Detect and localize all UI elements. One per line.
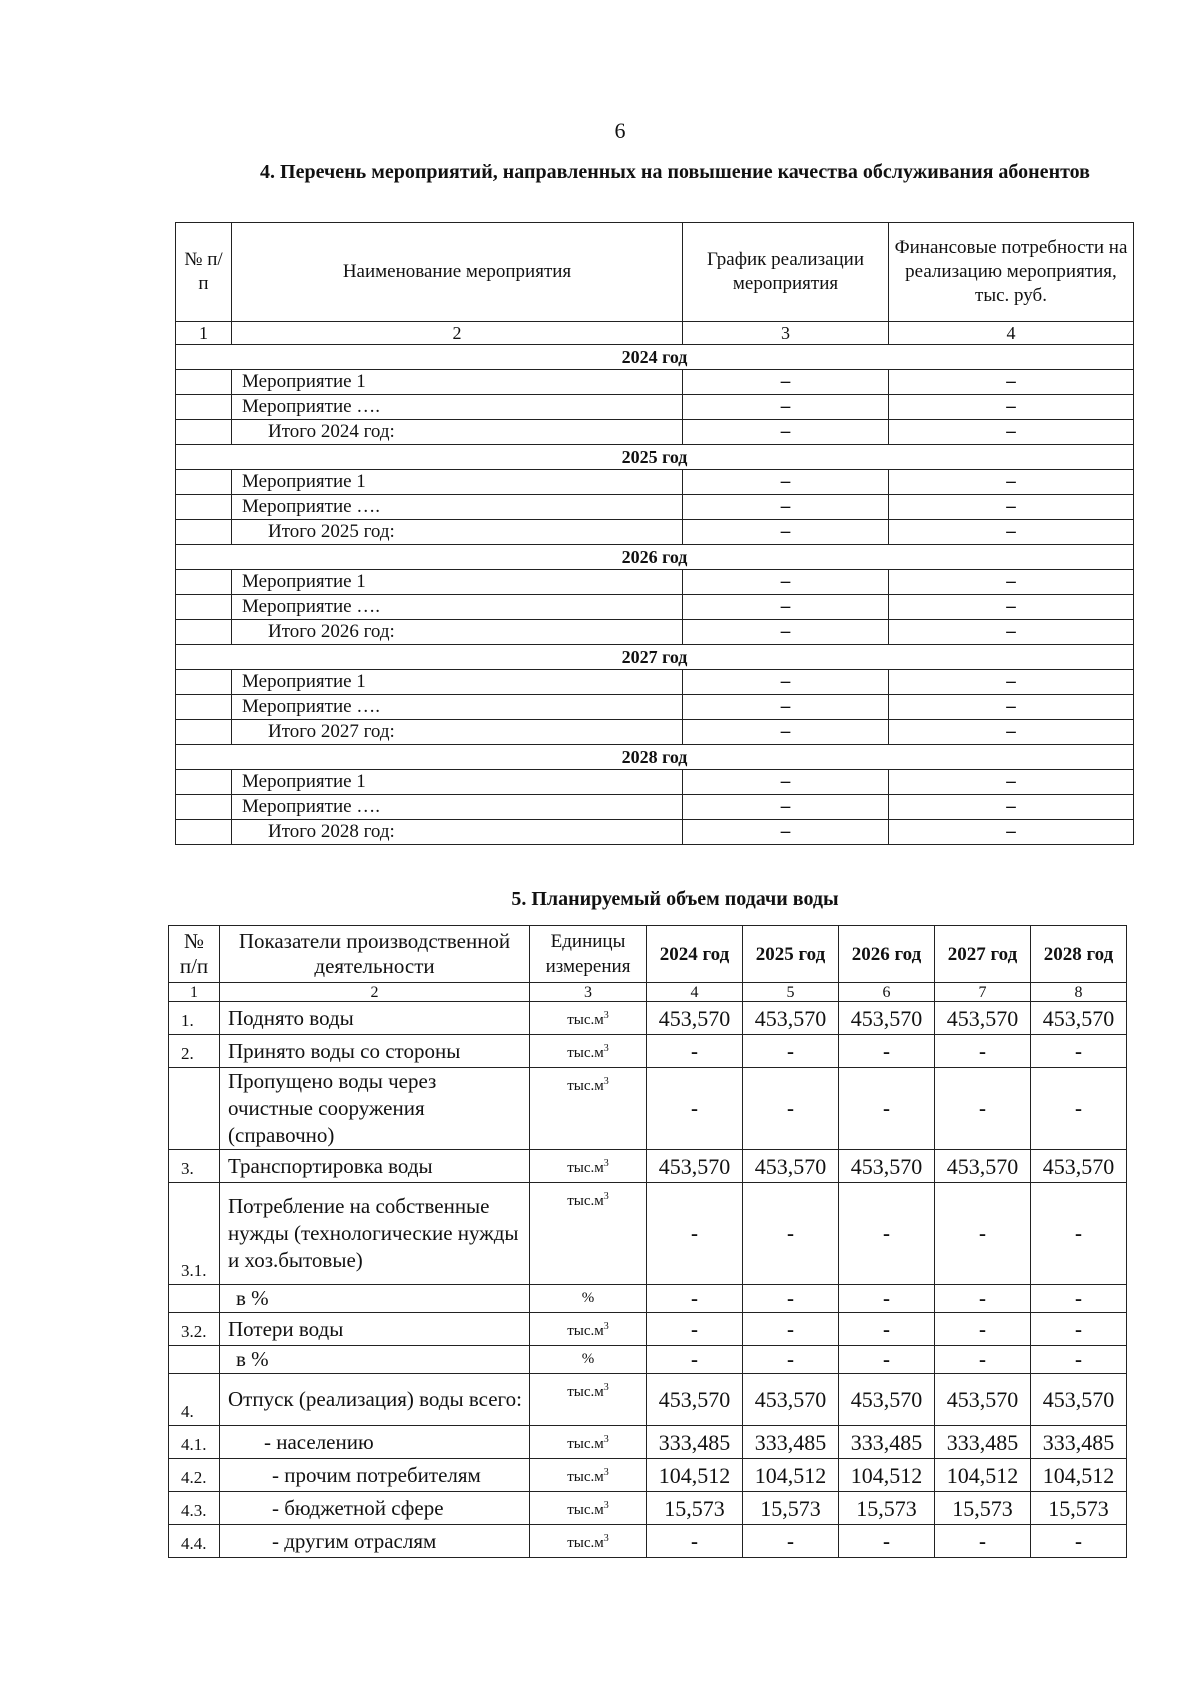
table-row <box>176 370 1134 395</box>
schedule-value: – <box>683 770 889 795</box>
column-number: 5 <box>743 983 839 1002</box>
unit-text: тыс.м <box>567 1502 604 1518</box>
unit-text: тыс.м <box>567 1045 604 1061</box>
year-value: 333,485 <box>839 1426 935 1459</box>
finance-value: – <box>889 620 1134 645</box>
measure-name: Мероприятие 1 <box>232 670 683 695</box>
year-value: - <box>743 1285 839 1313</box>
column-number: 7 <box>935 983 1031 1002</box>
year-label: 2024 год <box>176 345 1134 370</box>
year-value: 453,570 <box>1031 1374 1127 1426</box>
column-number: 3 <box>683 322 889 345</box>
year-value: 15,573 <box>647 1492 743 1525</box>
column-header: № п/п <box>169 926 220 983</box>
year-value: - <box>743 1068 839 1150</box>
year-value: - <box>1031 1346 1127 1374</box>
unit-cell <box>530 1525 647 1558</box>
section-4-title: 4. Перечень мероприятий, направленных на повышение качества обслуживания абонентов <box>260 161 1090 183</box>
indicator-name: в % <box>220 1346 530 1374</box>
year-label: 2027 год <box>176 645 1134 670</box>
schedule-value: – <box>683 620 889 645</box>
column-number: 2 <box>220 983 530 1002</box>
row-number <box>169 1068 220 1150</box>
year-value: - <box>647 1068 743 1150</box>
unit-cell <box>530 1285 647 1313</box>
column-number: 6 <box>839 983 935 1002</box>
unit-cell <box>530 1492 647 1525</box>
unit-exponent: 3 <box>603 1467 609 1478</box>
year-value: 15,573 <box>1031 1492 1127 1525</box>
indicator-name: - бюджетной сфере <box>220 1492 530 1525</box>
unit-exponent: 3 <box>603 1191 609 1202</box>
year-value: 15,573 <box>935 1492 1031 1525</box>
column-header: Показатели производственной деятельности <box>220 926 530 983</box>
table-row <box>169 1002 1127 1035</box>
row-number <box>176 770 232 795</box>
finance-value: – <box>889 395 1134 420</box>
unit-exponent: 3 <box>603 1382 609 1393</box>
table-row <box>169 1313 1127 1346</box>
row-number <box>176 570 232 595</box>
column-header: Финансовые потребности на реализацию мероприятия, тыс. руб. <box>889 223 1134 322</box>
measure-name: Итого 2024 год: <box>232 420 683 445</box>
unit-cell <box>530 1459 647 1492</box>
schedule-value: – <box>683 395 889 420</box>
indicator-name: Потери воды <box>220 1313 530 1346</box>
header-row <box>169 926 1127 983</box>
year-value: 453,570 <box>839 1150 935 1183</box>
finance-value: – <box>889 470 1134 495</box>
year-value: 453,570 <box>839 1002 935 1035</box>
unit-text: % <box>581 1290 595 1306</box>
measures-table <box>175 222 1134 845</box>
year-value: - <box>743 1183 839 1285</box>
unit-text: тыс.м <box>567 1323 604 1339</box>
year-value: 453,570 <box>743 1150 839 1183</box>
year-value: - <box>935 1525 1031 1558</box>
year-value: - <box>743 1035 839 1068</box>
finance-value: – <box>889 570 1134 595</box>
column-number: 1 <box>176 322 232 345</box>
unit-cell <box>530 1068 647 1150</box>
year-value: - <box>839 1346 935 1374</box>
row-number <box>176 495 232 520</box>
year-value: - <box>647 1313 743 1346</box>
schedule-value: – <box>683 520 889 545</box>
header-row <box>176 223 1134 322</box>
year-value: - <box>935 1346 1031 1374</box>
table-row <box>169 1150 1127 1183</box>
column-number: 2 <box>232 322 683 345</box>
table-row <box>169 1459 1127 1492</box>
measure-name: Мероприятие 1 <box>232 370 683 395</box>
indicator-name: в % <box>220 1285 530 1313</box>
schedule-value: – <box>683 695 889 720</box>
year-value: - <box>647 1346 743 1374</box>
year-value: - <box>647 1525 743 1558</box>
table-row <box>176 770 1134 795</box>
row-number: 4.3. <box>169 1492 220 1525</box>
row-number <box>176 395 232 420</box>
year-row <box>176 745 1134 770</box>
year-value: 453,570 <box>1031 1150 1127 1183</box>
indicator-name: - населению <box>220 1426 530 1459</box>
table-row <box>169 1346 1127 1374</box>
table-row <box>176 520 1134 545</box>
table-row <box>176 795 1134 820</box>
table-row <box>176 695 1134 720</box>
measure-name: Итого 2026 год: <box>232 620 683 645</box>
year-value: 333,485 <box>743 1426 839 1459</box>
schedule-value: – <box>683 670 889 695</box>
year-value: 453,570 <box>839 1374 935 1426</box>
measure-name: Итого 2025 год: <box>232 520 683 545</box>
indicator-name: - прочим потребителям <box>220 1459 530 1492</box>
table-row <box>176 570 1134 595</box>
measure-name: Мероприятие …. <box>232 595 683 620</box>
unit-exponent: 3 <box>603 1043 609 1054</box>
row-number: 3.1. <box>169 1183 220 1285</box>
schedule-value: – <box>683 595 889 620</box>
row-number <box>176 370 232 395</box>
row-number <box>176 620 232 645</box>
finance-value: – <box>889 520 1134 545</box>
column-header: 2027 год <box>935 926 1031 983</box>
finance-value: – <box>889 695 1134 720</box>
unit-exponent: 3 <box>603 1434 609 1445</box>
column-header: 2025 год <box>743 926 839 983</box>
table-row <box>169 1035 1127 1068</box>
water-supply-table <box>168 925 1127 1558</box>
year-value: 453,570 <box>647 1374 743 1426</box>
schedule-value: – <box>683 495 889 520</box>
measure-name: Мероприятие …. <box>232 495 683 520</box>
indicator-name: Отпуск (реализация) воды всего: <box>220 1374 530 1426</box>
year-value: 453,570 <box>935 1374 1031 1426</box>
year-value: - <box>935 1313 1031 1346</box>
schedule-value: – <box>683 370 889 395</box>
row-number: 2. <box>169 1035 220 1068</box>
row-number: 4.4. <box>169 1525 220 1558</box>
year-value: - <box>935 1183 1031 1285</box>
year-value: - <box>1031 1068 1127 1150</box>
column-number-row <box>169 983 1127 1002</box>
indicator-name: - другим отраслям <box>220 1525 530 1558</box>
finance-value: – <box>889 495 1134 520</box>
column-number: 4 <box>889 322 1134 345</box>
table-row <box>169 1525 1127 1558</box>
unit-exponent: 3 <box>603 1158 609 1169</box>
year-value: - <box>1031 1525 1127 1558</box>
year-value: - <box>1031 1183 1127 1285</box>
unit-text: тыс.м <box>567 1012 604 1028</box>
column-number: 4 <box>647 983 743 1002</box>
measure-name: Итого 2028 год: <box>232 820 683 845</box>
year-value: 333,485 <box>935 1426 1031 1459</box>
year-value: - <box>839 1313 935 1346</box>
indicator-name: Поднято воды <box>220 1002 530 1035</box>
table-row <box>176 395 1134 420</box>
year-value: - <box>743 1313 839 1346</box>
unit-exponent: 3 <box>603 1010 609 1021</box>
year-value: - <box>743 1525 839 1558</box>
row-number: 4.1. <box>169 1426 220 1459</box>
year-value: - <box>743 1346 839 1374</box>
year-value: - <box>839 1035 935 1068</box>
measure-name: Мероприятие …. <box>232 795 683 820</box>
measure-name: Мероприятие …. <box>232 695 683 720</box>
table-row <box>169 1492 1127 1525</box>
row-number <box>176 420 232 445</box>
row-number: 3. <box>169 1150 220 1183</box>
year-value: - <box>839 1525 935 1558</box>
row-number: 4. <box>169 1374 220 1426</box>
section-5-title: 5. Планируемый объем подачи воды <box>511 888 839 910</box>
year-value: 453,570 <box>743 1002 839 1035</box>
year-row <box>176 345 1134 370</box>
year-value: - <box>935 1035 1031 1068</box>
measure-name: Мероприятие 1 <box>232 770 683 795</box>
table-row <box>176 620 1134 645</box>
row-number <box>176 795 232 820</box>
year-row <box>176 445 1134 470</box>
schedule-value: – <box>683 720 889 745</box>
unit-cell <box>530 1313 647 1346</box>
year-label: 2026 год <box>176 545 1134 570</box>
indicator-name: Транспортировка воды <box>220 1150 530 1183</box>
table-row <box>176 470 1134 495</box>
year-value: - <box>647 1035 743 1068</box>
column-header: Наименование мероприятия <box>232 223 683 322</box>
unit-text: тыс.м <box>567 1469 604 1485</box>
row-number <box>176 820 232 845</box>
indicator-name: Потребление на собственные нужды (технологические нужды и хоз.бытовые) <box>220 1183 530 1285</box>
row-number <box>169 1346 220 1374</box>
year-value: 104,512 <box>935 1459 1031 1492</box>
unit-cell <box>530 1374 647 1426</box>
year-value: - <box>647 1285 743 1313</box>
unit-exponent: 3 <box>603 1321 609 1332</box>
table-row <box>169 1285 1127 1313</box>
table-row <box>169 1426 1127 1459</box>
column-header: 2026 год <box>839 926 935 983</box>
row-number <box>176 695 232 720</box>
schedule-value: – <box>683 795 889 820</box>
finance-value: – <box>889 420 1134 445</box>
measure-name: Итого 2027 год: <box>232 720 683 745</box>
unit-text: тыс.м <box>567 1384 604 1400</box>
year-value: 104,512 <box>647 1459 743 1492</box>
year-value: - <box>1031 1313 1127 1346</box>
row-number <box>176 670 232 695</box>
measure-name: Мероприятие …. <box>232 395 683 420</box>
row-number: 4.2. <box>169 1459 220 1492</box>
year-row <box>176 545 1134 570</box>
year-value: 333,485 <box>1031 1426 1127 1459</box>
table-row <box>169 1374 1127 1426</box>
year-label: 2028 год <box>176 745 1134 770</box>
row-number: 1. <box>169 1002 220 1035</box>
column-number: 8 <box>1031 983 1127 1002</box>
unit-cell <box>530 1346 647 1374</box>
row-number: 3.2. <box>169 1313 220 1346</box>
finance-value: – <box>889 795 1134 820</box>
unit-cell <box>530 1426 647 1459</box>
finance-value: – <box>889 720 1134 745</box>
year-value: - <box>647 1183 743 1285</box>
unit-cell <box>530 1002 647 1035</box>
table-row <box>169 1068 1127 1150</box>
year-value: - <box>839 1183 935 1285</box>
column-header: 2028 год <box>1031 926 1127 983</box>
year-value: 333,485 <box>647 1426 743 1459</box>
year-value: 453,570 <box>743 1374 839 1426</box>
row-number <box>176 720 232 745</box>
schedule-value: – <box>683 820 889 845</box>
table-row <box>169 1183 1127 1285</box>
year-value: - <box>1031 1035 1127 1068</box>
year-value: 104,512 <box>839 1459 935 1492</box>
measure-name: Мероприятие 1 <box>232 570 683 595</box>
unit-cell <box>530 1035 647 1068</box>
year-value: 15,573 <box>743 1492 839 1525</box>
schedule-value: – <box>683 470 889 495</box>
column-header: 2024 год <box>647 926 743 983</box>
unit-exponent: 3 <box>603 1500 609 1511</box>
table-row <box>176 420 1134 445</box>
year-row <box>176 645 1134 670</box>
year-value: 453,570 <box>935 1002 1031 1035</box>
table-row <box>176 820 1134 845</box>
finance-value: – <box>889 595 1134 620</box>
column-number: 1 <box>169 983 220 1002</box>
column-header: График реализации мероприятия <box>683 223 889 322</box>
year-value: - <box>935 1068 1031 1150</box>
year-value: 453,570 <box>935 1150 1031 1183</box>
row-number <box>169 1285 220 1313</box>
year-value: - <box>1031 1285 1127 1313</box>
year-value: 15,573 <box>839 1492 935 1525</box>
row-number <box>176 470 232 495</box>
page-number: 6 <box>614 118 626 143</box>
row-number <box>176 595 232 620</box>
table-row <box>176 720 1134 745</box>
column-header: № п/п <box>176 223 232 322</box>
unit-text: тыс.м <box>567 1160 604 1176</box>
unit-cell <box>530 1150 647 1183</box>
table-row <box>176 595 1134 620</box>
year-value: 104,512 <box>1031 1459 1127 1492</box>
finance-value: – <box>889 370 1134 395</box>
row-number <box>176 520 232 545</box>
year-value: - <box>935 1285 1031 1313</box>
year-label: 2025 год <box>176 445 1134 470</box>
unit-cell <box>530 1183 647 1285</box>
year-value: 104,512 <box>743 1459 839 1492</box>
column-header: Единицы измерения <box>530 926 647 983</box>
unit-text: % <box>581 1351 595 1367</box>
finance-value: – <box>889 820 1134 845</box>
indicator-name: Пропущено воды через очистные сооружения (справочно) <box>220 1068 530 1150</box>
year-value: - <box>839 1285 935 1313</box>
year-value: 453,570 <box>647 1002 743 1035</box>
year-value: 453,570 <box>1031 1002 1127 1035</box>
indicator-name: Принято воды со стороны <box>220 1035 530 1068</box>
finance-value: – <box>889 770 1134 795</box>
unit-text: тыс.м <box>567 1078 604 1094</box>
schedule-value: – <box>683 420 889 445</box>
unit-text: тыс.м <box>567 1535 604 1551</box>
column-number: 3 <box>530 983 647 1002</box>
year-value: 453,570 <box>647 1150 743 1183</box>
table-row <box>176 670 1134 695</box>
unit-text: тыс.м <box>567 1193 604 1209</box>
schedule-value: – <box>683 570 889 595</box>
column-number-row <box>176 322 1134 345</box>
year-value: - <box>839 1068 935 1150</box>
unit-exponent: 3 <box>603 1533 609 1544</box>
unit-exponent: 3 <box>603 1076 609 1087</box>
table-row <box>176 495 1134 520</box>
measure-name: Мероприятие 1 <box>232 470 683 495</box>
finance-value: – <box>889 670 1134 695</box>
unit-text: тыс.м <box>567 1436 604 1452</box>
